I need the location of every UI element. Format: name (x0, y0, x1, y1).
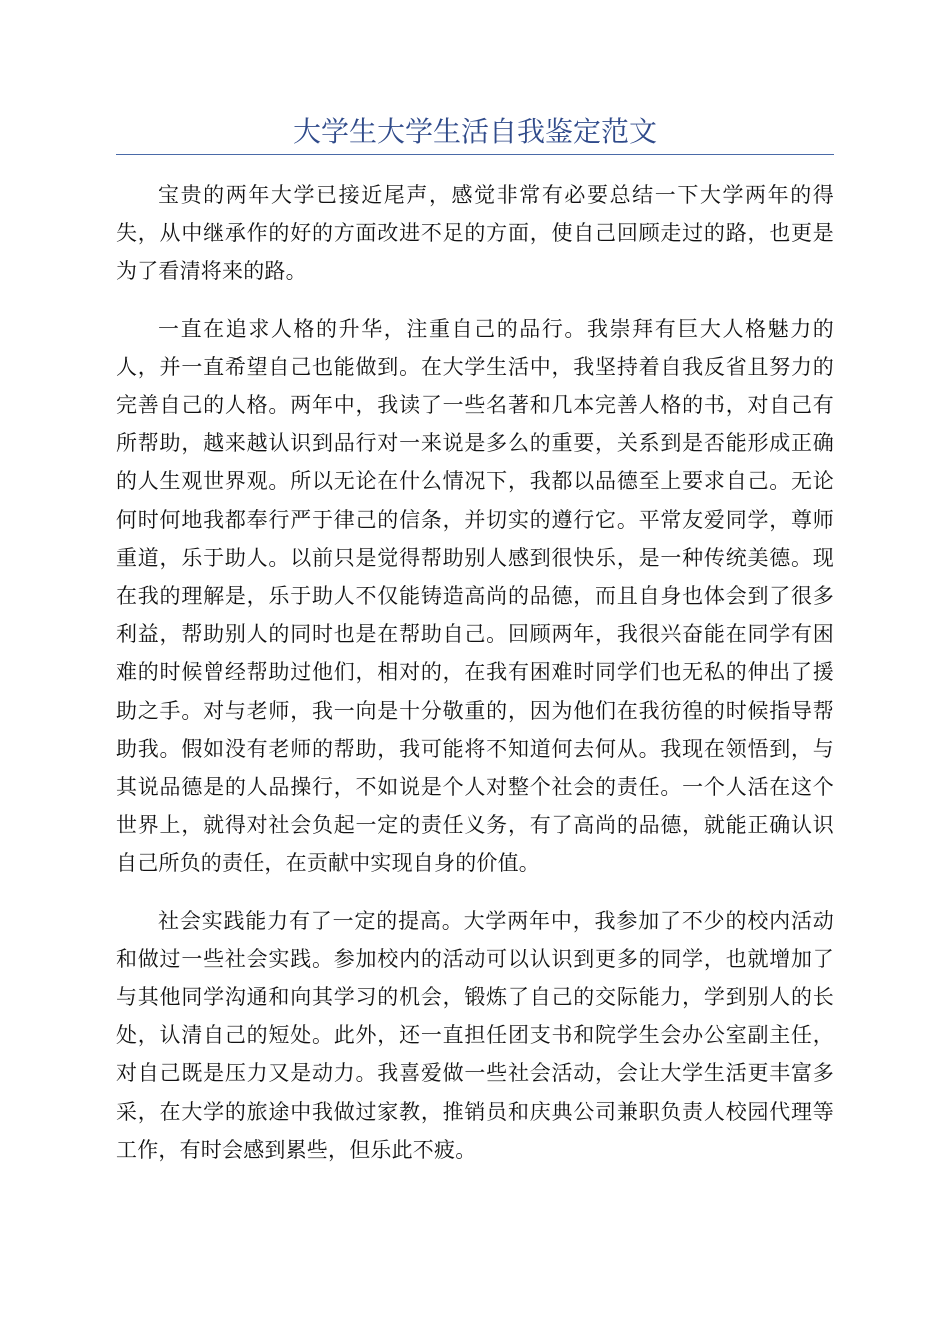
paragraph-2: 一直在追求人格的升华，注重自己的品行。我崇拜有巨大人格魅力的人，并一直希望自己也能做到。在大学生活中，我坚持着自我反省且努力的完善自己的人格。两年中，我读了一些名著和几本完善人格的书，对自己有所帮助，越来越认识到品行对一来说是多么的重要，关系到是否能形成正确的人生观世界观。所以无论在什么情况下，我都以品德至上要求自己。无论何时何地我都奉行严于律己的信条，并切实的遵行它。平常友爱同学，尊师重道，乐于助人。以前只是觉得帮助别人感到很快乐，是一种传统美德。现在我的理解是，乐于助人不仅能铸造高尚的品德，而且自身也体会到了很多利益，帮助别人的同时也是在帮助自己。回顾两年，我很兴奋能在同学有困难的时候曾经帮助过他们，相对的，在我有困难时同学们也无私的伸出了援助之手。对与老师，我一向是十分敬重的，因为他们在我彷徨的时候指导帮助我。假如没有老师的帮助，我可能将不知道何去何从。我现在领悟到，与其说品德是的人品操行，不如说是个人对整个社会的责任。一个人活在这个世界上，就得对社会负起一定的责任义务，有了高尚的品德，就能正确认识自己所负的责任，在贡献中实现自身的价值。 (116, 316, 834, 876)
document-body (116, 176, 834, 1188)
paragraph-1: 宝贵的两年大学已接近尾声，感觉非常有必要总结一下大学两年的得失，从中继承作的好的方面改进不足的方面，使自己回顾走过的路，也更是为了看清将来的路。 (116, 183, 834, 284)
paragraph-3: 社会实践能力有了一定的提高。大学两年中，我参加了不少的校内活动和做过一些社会实践。参加校内的活动可以认识到更多的同学，也就增加了与其他同学沟通和向其学习的机会，锻炼了自己的交际能力，学到别人的长处，认清自己的短处。此外，还一直担任团支书和院学生会办公室副主任，对自己既是压力又是动力。我喜爱做一些社会活动，会让大学生活更丰富多采，在大学的旅途中我做过家教，推销员和庆典公司兼职负责人校园代理等工作，有时会感到累些，但乐此不疲。 (116, 908, 834, 1162)
title-underline (116, 154, 834, 155)
document-title: 大学生大学生活自我鉴定范文 (292, 115, 657, 148)
